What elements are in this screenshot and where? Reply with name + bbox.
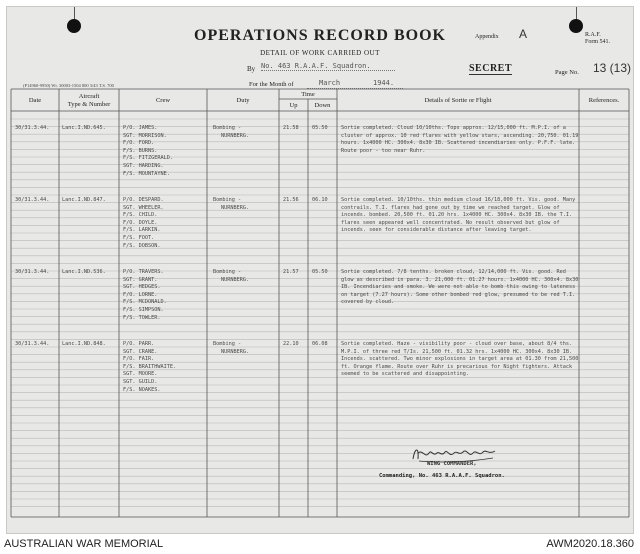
entry-4-date: 30/31.3.44. (15, 341, 50, 347)
archive-reference: AWM2020.18.360 (546, 538, 634, 550)
entry-4-aircraft: Lanc.I.ND.848. (62, 341, 106, 347)
crew-member: F/S. FOOT. (123, 235, 155, 241)
entry-2-aircraft: Lanc.I.ND.847. (62, 197, 106, 203)
crew-member: F/S. BRAITHWAITE. (123, 363, 177, 370)
entry-3-time-down: 05.50 (312, 269, 328, 275)
crew-member: F/S. LARKIN. (123, 227, 161, 234)
entry-4-duty-line-2: NURNBERG. (221, 348, 250, 355)
page-number-value: 13 (13) (593, 61, 632, 75)
crew-member: SGT. MOORE. (123, 371, 158, 378)
crew-member: SGT. CRANE. (123, 348, 158, 355)
operations-record-sheet (6, 6, 634, 534)
entry-1-duty-line-2: NURNBERG. (221, 132, 250, 139)
appendix-value: A (519, 27, 528, 41)
entry-1-time-down: 05.50 (312, 125, 328, 131)
crew-member: SGT. WHEELER. (123, 204, 164, 211)
crew-member: F/O. LORNE. (123, 291, 158, 298)
crew-member: SGT. GRANT. (123, 276, 158, 283)
entry-1-aircraft: Lanc.I.ND.645. (62, 125, 106, 131)
crew-member: F/S. TOWLER. (123, 314, 161, 321)
crew-member: SGT. HARDING. (123, 163, 164, 169)
crew-member: F/S. SIMPSON. (123, 307, 164, 313)
crew-member: P/O. PARR. (123, 341, 155, 347)
print-code: (P14960-9950) Wt. 30003-1504 800 3/43 T.S. 700 (23, 83, 114, 88)
crew-member: F/O. DOYLE. (123, 219, 158, 226)
archive-credit: AUSTRALIAN WAR MEMORIAL (4, 538, 164, 550)
entry-2-time-up: 21.56 (283, 197, 299, 203)
crew-member: SGT. MORRISON. (123, 132, 167, 139)
crew-member: F/S. CHILD. (123, 212, 158, 219)
entry-1-time-up: 21.58 (283, 125, 299, 131)
entry-1-duty-line-1: Bombing - (213, 125, 242, 131)
entry-2-duty-line-2: NURNBERG. (221, 204, 250, 211)
column-header-up: Up (289, 102, 298, 109)
column-header-references: References. (588, 97, 620, 104)
entry-4-time-down: 06.08 (312, 341, 328, 347)
secret-stamp: SECRET (469, 63, 513, 74)
crew-member: F/O. FAIR. (123, 356, 155, 363)
column-header-down: Down (314, 102, 331, 109)
column-header-crew: Crew (155, 97, 171, 104)
crew-member: F/S. NOAKES. (123, 386, 161, 393)
entry-3-time-up: 21.57 (283, 269, 299, 275)
squadron-value: No. 463 R.A.A.F. Squadron. (261, 62, 395, 71)
form-title: OPERATIONS RECORD BOOK (194, 27, 446, 44)
crew-member: F/S. FITZGERALD. (123, 155, 173, 162)
crew-member: P/O. TRAVERS. (123, 269, 164, 275)
column-header-aircraft-line-2: Type & Number (67, 100, 111, 108)
entry-2-details: Sortie completed. 10/10ths. thin medium cloud 16/18,000 ft. Vis. good. Many contrails. T.I. flares had gone out by time we reached target. Glow of incends. bombed. 20,500 ft. 01.20 hrs. 1x4000 HC. 300x4. 8x30 IB. the T.I. flares seen appeared well concentrated. No result observed but glow of incends. seen for considerable distance after leaving target. (341, 197, 576, 234)
entry-4-time-up: 22.10 (283, 341, 299, 347)
crew-member: SGT. HEDGES. (123, 284, 161, 291)
raf-label-line-1: R.A.F. (585, 32, 601, 38)
crew-member: F/O. FORD. (123, 140, 155, 147)
entry-2-date: 30/31.3.44. (15, 197, 50, 203)
entry-3-date: 30/31.3.44. (15, 269, 50, 275)
entry-2-duty-line-1: Bombing - (213, 197, 242, 203)
form-subtitle: DETAIL OF WORK CARRIED OUT (260, 49, 380, 57)
year-value: 1944. (373, 79, 395, 87)
column-header-aircraft-line-1: Aircraft (78, 93, 100, 100)
column-header-date: Date (28, 97, 42, 104)
commanding-officer-line: Commanding, No. 463 R.A.A.F. Squadron. (379, 473, 505, 479)
crew-member: F/S. MOUNTAYNE. (123, 170, 170, 177)
entry-1-date: 30/31.3.44. (15, 125, 50, 131)
month-value: March (319, 79, 341, 87)
raf-label-line-2: Form 541. (585, 39, 611, 45)
month-label: For the Month of (249, 81, 294, 88)
entry-3-details: Sortie completed. 7/8 tenths. broken cloud, 12/14,000 ft. Vis. good. Red glow as described in para. 3. 21,000 ft. 01.27 hours. 1x4000 HC. 300x4. 8x30 IB. Incendiaries and smoke. We were not able to bomb this owing to lateness on target (7.27 hours). Some other bombed red glow, presumed to be red T.I. covered by cloud. (341, 269, 579, 306)
entry-4-duty-line-1: Bombing - (213, 341, 242, 347)
crew-member: F/S. BURNS. (123, 147, 158, 154)
column-header-details: Details of Sortie or Flight (424, 97, 492, 104)
column-header-duty: Duty (236, 97, 250, 104)
entry-3-duty-line-1: Bombing - (213, 269, 242, 275)
crew-member: SGT. GUILD. (123, 379, 158, 385)
crew-member: F/S. DOBSON. (123, 242, 161, 249)
appendix-label: Appendix (475, 34, 499, 40)
entry-4-details: Sortie completed. Haze - visibility poor - cloud over base, about 8/4 ths. M.P.I. of three red T/Is. 21,500 ft. 01.32 hrs. 1x4000 HC. 300x4. 8x30 IB. Incends. scattered. Two minor explosions in target area at 01.30 from 21,500 ft. Orange flame. Route over Ruhr is precarious for Night fighters. Attack seemed to be scattered and disappointing. (341, 341, 579, 378)
column-header-time: Time (301, 91, 315, 98)
by-label: By (247, 65, 256, 73)
entry-1-details: Sortie completed. Cloud 10/10ths. Tops approx. 12/15,000 ft. M.P.I. of a cluster of approx. 10 red flares with yellow stars, ascending. 20,750. 01.19 hours. 1x4000 HC. 300x4. 8x30 IB. Scattered incendiaries only. P.F.F. late. Route poor - too near Ruhr. (341, 125, 579, 154)
crew-member: P/O. DESPARD. (123, 197, 164, 203)
crew-member: F/S. MCDONALD. (123, 299, 167, 306)
column-header-aircraft (59, 93, 119, 108)
entry-2-time-down: 06.10 (312, 197, 328, 203)
page-number-label: Page No. (555, 69, 579, 76)
signature-title: WING COMMANDER, (427, 461, 477, 467)
crew-member: P/O. JAMES. (123, 125, 158, 131)
entry-3-aircraft: Lanc.I.ND.536. (62, 269, 106, 275)
entry-3-duty-line-2: NURNBERG. (221, 276, 250, 283)
